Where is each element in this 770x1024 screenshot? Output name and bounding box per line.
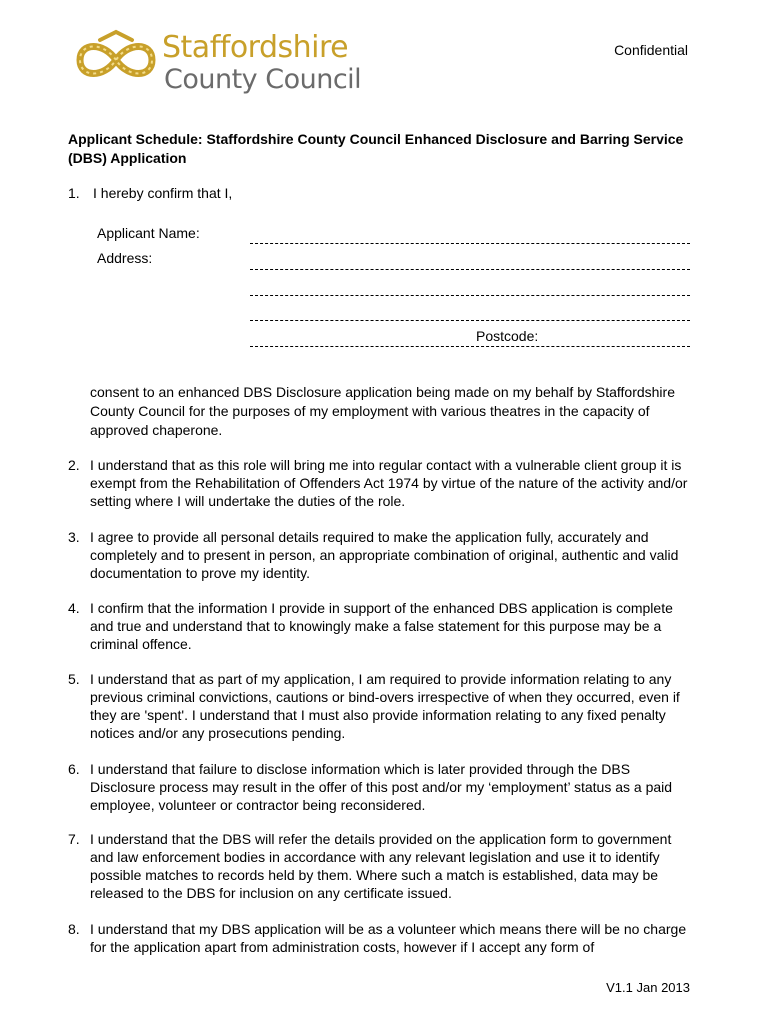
address-line-2-field[interactable] <box>250 295 690 296</box>
document-title: Applicant Schedule: Staffordshire County Council Enhanced Disclosure and Barring Service (DBS) Application <box>68 131 684 166</box>
item-number: 6. <box>68 761 80 777</box>
logo-text-county-council: County Council <box>164 64 362 95</box>
list-item <box>68 670 693 742</box>
item-text: I hereby confirm that I, <box>93 185 233 201</box>
list-item <box>68 456 693 510</box>
address-line-1-field[interactable] <box>250 269 690 270</box>
item-1 <box>68 185 232 201</box>
logo-text-staffordshire: Staffordshire <box>162 30 349 65</box>
version-footer: V1.1 Jan 2013 <box>606 980 690 995</box>
item-number: 5. <box>68 671 80 687</box>
address-label: Address: <box>97 250 153 266</box>
council-logo <box>74 28 364 98</box>
stafford-knot-icon <box>74 28 158 92</box>
list-item <box>68 920 693 956</box>
postcode-label: Postcode: <box>476 328 539 344</box>
item-number: 1. <box>68 185 80 201</box>
item-text: I understand that my DBS application will be as a volunteer which means there will be no charge for the application apart from administration costs, however if I accept any form of <box>90 921 687 955</box>
item-number: 2. <box>68 457 80 473</box>
list-item <box>68 528 693 582</box>
item-text: I agree to provide all personal details required to make the application fully, accurately and completely and to present in person, an appropriate combination of original, authentic and valid documentation to prove my identity. <box>90 529 679 581</box>
item-number: 8. <box>68 921 80 937</box>
applicant-name-label: Applicant Name: <box>97 225 200 241</box>
item-number: 7. <box>68 831 80 847</box>
item-number: 3. <box>68 529 80 545</box>
list-item <box>68 760 693 814</box>
item-text: I understand that as part of my application, I am required to provide information relating to any previous criminal convictions, cautions or bind-overs irrespective of when they occurred, even if they are 'spent'. I understand that I must also provide information relating to any fixed penalty notices and/or any prosecutions pending. <box>90 671 680 741</box>
item-text: I confirm that the information I provide in support of the enhanced DBS application is complete and true and understand that to knowingly make a false statement for this purpose may be a criminal offence. <box>90 600 673 652</box>
postcode-field[interactable] <box>250 346 690 347</box>
consent-paragraph: consent to an enhanced DBS Disclosure application being made on my behalf by Staffordshire County Council for the purposes of my employment with various theatres in the capacity of approved chaperone. <box>90 384 675 438</box>
item-number: 4. <box>68 600 80 616</box>
item-text: I understand that the DBS will refer the details provided on the application form to government and law enforcement bodies in accordance with any relevant legislation and use it to identify possible matches to records held by them. Where such a match is established, data may be released to the DBS for inclusion on any certificate issued. <box>90 831 672 901</box>
confidential-label: Confidential <box>614 42 688 58</box>
applicant-name-field[interactable] <box>250 243 690 244</box>
item-text: I understand that as this role will bring me into regular contact with a vulnerable client group it is exempt from the Rehabilitation of Offenders Act 1974 by virtue of the nature of the activity and/or setting where I will undertake the duties of the role. <box>90 457 688 509</box>
list-item <box>68 830 693 902</box>
item-text: I understand that failure to disclose information which is later provided through the DBS Disclosure process may result in the offer of this post and/or my ‘employment’ status as a paid employee, volunteer or contractor being reconsidered. <box>90 761 673 813</box>
list-item <box>68 599 693 653</box>
address-line-3-field[interactable] <box>250 320 690 321</box>
